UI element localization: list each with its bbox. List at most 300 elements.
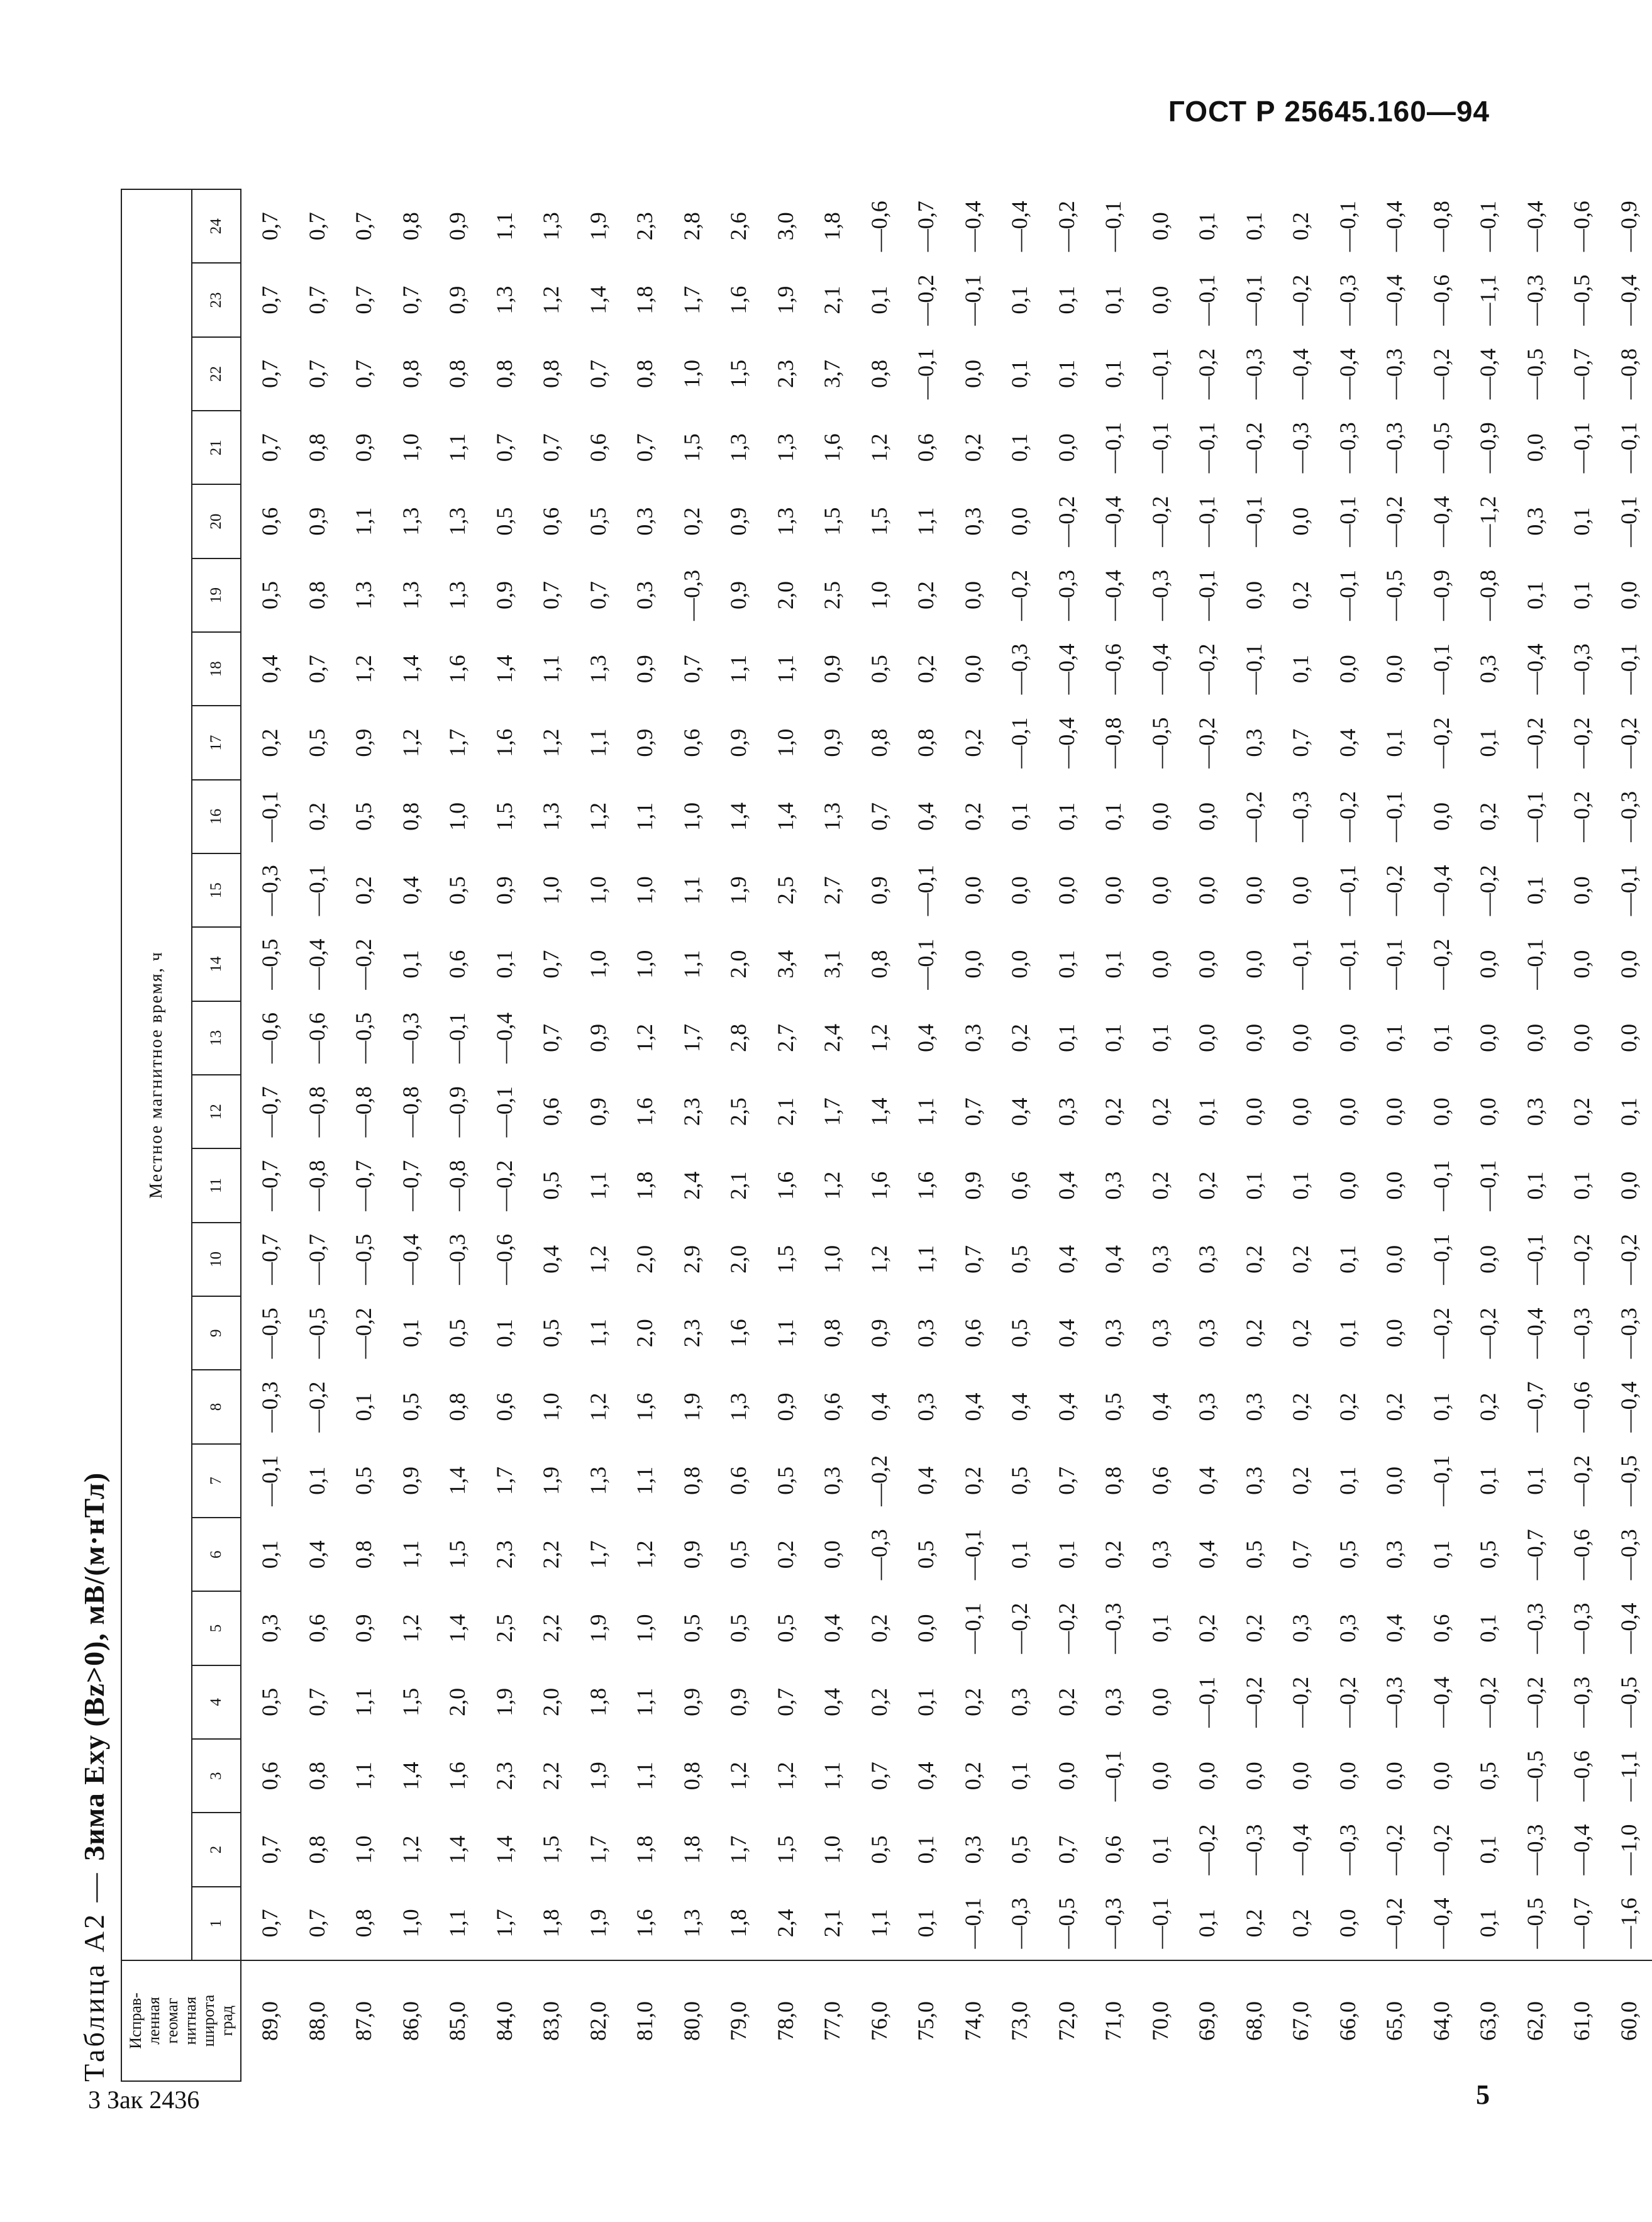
value-cell: 0,4 <box>1194 1466 1219 1495</box>
value-cell: —0,3 <box>1382 348 1407 399</box>
value-cell: 3,7 <box>819 359 845 388</box>
value-cell: 2,1 <box>819 286 845 314</box>
value-cell: 2,0 <box>726 1245 751 1274</box>
value-cell: 0,0 <box>1147 1687 1173 1716</box>
value-cell: —0,3 <box>1569 643 1594 695</box>
value-cell: 1,0 <box>397 433 423 462</box>
value-cell: 0,9 <box>726 1687 751 1716</box>
value-cell: —0,1 <box>1616 865 1641 916</box>
value-cell: —0,8 <box>351 1086 376 1138</box>
value-cell: —0,2 <box>1053 201 1079 252</box>
table-row <box>762 189 809 2081</box>
value-cell: —0,1 <box>1007 717 1032 769</box>
value-cell: —0,1 <box>1194 274 1219 326</box>
value-cell: 0,7 <box>304 1687 330 1716</box>
value-cell: 0,2 <box>1053 1687 1079 1716</box>
value-cell: 1,2 <box>397 1614 423 1643</box>
value-cell: 0,4 <box>913 1466 938 1495</box>
value-cell: 0,1 <box>1522 1171 1548 1200</box>
value-cell: 1,4 <box>585 286 611 314</box>
value-cell: 0,1 <box>1475 1909 1500 1938</box>
table-caption-label: Таблица А2 — <box>78 1861 110 2082</box>
value-cell: 0,0 <box>1241 1762 1267 1791</box>
value-cell: —0,1 <box>1194 422 1219 474</box>
value-cell: 1,1 <box>445 1909 470 1938</box>
value-cell: —0,3 <box>1053 569 1079 621</box>
value-cell: 1,3 <box>585 655 611 684</box>
value-cell: 0,0 <box>1334 1909 1360 1938</box>
corner-line: широта <box>199 1994 218 2047</box>
value-cell: —0,3 <box>1522 1824 1548 1875</box>
value-cell: 1,0 <box>819 1245 845 1274</box>
value-cell: 1,6 <box>632 1097 657 1126</box>
value-cell: —0,5 <box>304 1308 330 1359</box>
value-cell: 0,3 <box>1241 1466 1267 1495</box>
value-cell: —0,1 <box>960 1897 985 1949</box>
value-cell: —0,8 <box>445 1160 470 1211</box>
latitude-cell: 84,0 <box>481 1960 528 2081</box>
value-cell: 1,3 <box>726 433 751 462</box>
value-cell: —0,1 <box>1616 643 1641 695</box>
value-cell: 0,1 <box>1007 1762 1032 1791</box>
value-cell: 1,9 <box>585 1614 611 1643</box>
value-cell: 0,7 <box>960 1245 985 1274</box>
value-cell: 0,9 <box>679 1687 704 1716</box>
value-cell: 0,7 <box>257 1835 282 1864</box>
value-cell: —0,1 <box>1428 643 1454 695</box>
value-cell: 2,2 <box>538 1540 563 1569</box>
table-caption-title: Зима Exy (Bz>0), мВ/(м·нТл) <box>78 1472 110 1862</box>
value-cell: —0,8 <box>304 1086 330 1138</box>
value-cell: 0,4 <box>819 1687 845 1716</box>
value-cell: 0,3 <box>257 1614 282 1643</box>
value-cell: —0,9 <box>1475 422 1500 474</box>
table-row <box>481 189 528 2081</box>
value-cell: —0,4 <box>1522 643 1548 695</box>
value-cell: 0,0 <box>1241 876 1267 905</box>
latitude-cell: 76,0 <box>856 1960 903 2081</box>
value-cell: 0,1 <box>1053 802 1079 831</box>
value-cell: 1,2 <box>538 728 563 757</box>
value-cell: —0,4 <box>1616 1381 1641 1433</box>
table-row <box>715 189 762 2081</box>
value-cell: 0,8 <box>445 1392 470 1421</box>
value-cell: 0,9 <box>585 1097 611 1126</box>
value-cell: 0,9 <box>772 1392 798 1421</box>
value-cell: 1,8 <box>819 212 845 241</box>
value-cell: —0,2 <box>1428 1308 1454 1359</box>
value-cell: —0,3 <box>1616 791 1641 842</box>
value-cell: 0,0 <box>1334 1171 1360 1200</box>
value-cell: —0,4 <box>1428 865 1454 916</box>
value-cell: 1,3 <box>679 1909 704 1938</box>
value-cell: —0,6 <box>1569 1381 1594 1433</box>
hour-header-cell: 2 <box>192 1813 241 1886</box>
value-cell: 1,2 <box>866 433 892 462</box>
table-row <box>621 189 668 2081</box>
table-row <box>1231 189 1278 2081</box>
value-cell: 1,2 <box>726 1762 751 1791</box>
value-cell: —0,2 <box>866 1455 892 1506</box>
value-cell: 1,5 <box>679 433 704 462</box>
value-cell: 3,1 <box>819 950 845 979</box>
value-cell: —0,2 <box>1616 717 1641 769</box>
value-cell: 1,8 <box>679 1835 704 1864</box>
value-cell: —0,2 <box>913 274 938 326</box>
value-cell: 0,1 <box>491 1319 517 1348</box>
value-cell: 1,1 <box>585 1319 611 1348</box>
hour-header-cell: 19 <box>192 558 241 632</box>
value-cell: 0,9 <box>445 286 470 314</box>
value-cell: 0,4 <box>1053 1171 1079 1200</box>
value-cell: 0,2 <box>960 728 985 757</box>
hour-header-cell: 22 <box>192 337 241 411</box>
value-cell: —0,1 <box>257 1455 282 1506</box>
value-cell: 0,5 <box>913 1540 938 1569</box>
value-cell: 1,8 <box>726 1909 751 1938</box>
value-cell: 0,8 <box>679 1762 704 1791</box>
value-cell: 0,0 <box>1475 1245 1500 1274</box>
value-cell: 0,4 <box>257 655 282 684</box>
value-cell: 0,3 <box>960 507 985 536</box>
value-cell: 0,5 <box>1007 1319 1032 1348</box>
value-cell: 0,0 <box>1428 802 1454 831</box>
value-cell: —0,3 <box>1382 422 1407 474</box>
value-cell: 0,6 <box>960 1319 985 1348</box>
value-cell: 0,9 <box>351 433 376 462</box>
table-row <box>241 189 294 2081</box>
value-cell: 0,6 <box>257 1762 282 1791</box>
value-cell: —0,1 <box>1475 201 1500 252</box>
value-cell: 2,7 <box>819 876 845 905</box>
value-cell: 0,1 <box>1007 433 1032 462</box>
value-cell: 0,0 <box>1241 1023 1267 1052</box>
value-cell: 0,2 <box>866 1614 892 1643</box>
value-cell: 2,3 <box>679 1319 704 1348</box>
value-cell: 0,3 <box>1241 1392 1267 1421</box>
value-cell: 0,5 <box>726 1614 751 1643</box>
value-cell: 1,4 <box>445 1614 470 1643</box>
latitude-cell: 73,0 <box>996 1960 1043 2081</box>
value-cell: 1,5 <box>491 802 517 831</box>
value-cell: 0,0 <box>1053 876 1079 905</box>
value-cell: 1,6 <box>491 728 517 757</box>
value-cell: 0,1 <box>1569 1171 1594 1200</box>
value-cell: 2,3 <box>491 1762 517 1791</box>
value-cell: —0,1 <box>1100 201 1126 252</box>
value-cell: —0,1 <box>491 1086 517 1138</box>
value-cell: 2,9 <box>679 1245 704 1274</box>
value-cell: 1,8 <box>632 1171 657 1200</box>
value-cell: 0,3 <box>632 580 657 609</box>
value-cell: 1,0 <box>632 950 657 979</box>
value-cell: 0,4 <box>1053 1392 1079 1421</box>
value-cell: —0,7 <box>257 1233 282 1285</box>
value-cell: 0,7 <box>538 1023 563 1052</box>
value-cell: —0,5 <box>1569 274 1594 326</box>
value-cell: 1,2 <box>632 1540 657 1569</box>
value-cell: 0,4 <box>1007 1392 1032 1421</box>
value-cell: 1,2 <box>819 1171 845 1200</box>
value-cell: 1,4 <box>397 655 423 684</box>
value-cell: 0,6 <box>491 1392 517 1421</box>
value-cell: 0,0 <box>1053 1762 1079 1791</box>
value-cell: —0,4 <box>1100 569 1126 621</box>
value-cell: 0,6 <box>1428 1614 1454 1643</box>
value-cell: —1,6 <box>1616 1897 1641 1949</box>
value-cell: 2,8 <box>726 1023 751 1052</box>
corner-line: Исправ- <box>126 1992 145 2049</box>
value-cell: —0,6 <box>304 1012 330 1064</box>
value-cell: 0,0 <box>819 1540 845 1569</box>
value-cell: 0,5 <box>866 655 892 684</box>
value-cell: 0,5 <box>1007 1835 1032 1864</box>
value-cell: —0,1 <box>1334 938 1360 990</box>
value-cell: 0,1 <box>1428 1392 1454 1421</box>
value-cell: 1,1 <box>538 655 563 684</box>
value-cell: 0,5 <box>351 802 376 831</box>
value-cell: —0,6 <box>1569 201 1594 252</box>
table-row <box>1371 189 1418 2081</box>
value-cell: 2,4 <box>772 1909 798 1938</box>
value-cell: —0,4 <box>491 1012 517 1064</box>
value-cell: 0,6 <box>538 1097 563 1126</box>
value-cell: 1,2 <box>772 1762 798 1791</box>
value-cell: —0,1 <box>1569 422 1594 474</box>
value-cell: 1,9 <box>585 1909 611 1938</box>
value-cell: 0,2 <box>1147 1097 1173 1126</box>
hour-header-cell: 14 <box>192 927 241 1001</box>
value-cell: 0,7 <box>257 433 282 462</box>
value-cell: 1,0 <box>585 876 611 905</box>
value-cell: 1,9 <box>679 1392 704 1421</box>
value-cell: —0,2 <box>1288 274 1313 326</box>
value-cell: —0,3 <box>1616 1308 1641 1359</box>
value-cell: 1,8 <box>538 1909 563 1938</box>
value-cell: —0,5 <box>257 938 282 990</box>
value-cell: 2,0 <box>632 1319 657 1348</box>
value-cell: 0,0 <box>1334 655 1360 684</box>
value-cell: —0,4 <box>304 938 330 990</box>
value-cell: 0,7 <box>1288 728 1313 757</box>
value-cell: —0,8 <box>1475 569 1500 621</box>
value-cell: 0,0 <box>1147 876 1173 905</box>
corner-line: ленная <box>145 1997 163 2045</box>
value-cell: —0,4 <box>1334 348 1360 399</box>
value-cell: 0,3 <box>1053 1097 1079 1126</box>
value-cell: 1,0 <box>679 802 704 831</box>
value-cell: —0,1 <box>960 1603 985 1654</box>
value-cell: 0,3 <box>1522 507 1548 536</box>
value-cell: 0,8 <box>866 359 892 388</box>
value-cell: 0,0 <box>1382 1171 1407 1200</box>
value-cell: 0,1 <box>1053 1540 1079 1569</box>
value-cell: 0,2 <box>1334 1392 1360 1421</box>
value-cell: 0,1 <box>1007 286 1032 314</box>
value-cell: 0,4 <box>960 1392 985 1421</box>
value-cell: 0,5 <box>445 876 470 905</box>
hour-header-cell: 9 <box>192 1296 241 1370</box>
value-cell: 0,2 <box>1288 1245 1313 1274</box>
value-cell: 0,4 <box>866 1392 892 1421</box>
value-cell: —0,4 <box>1288 348 1313 399</box>
value-cell: 0,5 <box>772 1614 798 1643</box>
value-cell: 0,0 <box>1382 1762 1407 1791</box>
value-cell: —0,3 <box>1147 569 1173 621</box>
value-cell: 0,5 <box>397 1392 423 1421</box>
value-cell: 1,0 <box>866 580 892 609</box>
value-cell: 0,1 <box>1007 802 1032 831</box>
value-cell: 0,3 <box>960 1023 985 1052</box>
value-cell: 0,5 <box>1100 1392 1126 1421</box>
hour-header-cell: 7 <box>192 1444 241 1518</box>
hour-header-cell: 5 <box>192 1591 241 1665</box>
value-cell: —0,7 <box>1522 1381 1548 1433</box>
value-cell: —0,4 <box>1053 643 1079 695</box>
value-cell: —0,4 <box>1616 274 1641 326</box>
value-cell: 1,1 <box>679 950 704 979</box>
latitude-cell: 83,0 <box>528 1960 575 2081</box>
value-cell: 1,1 <box>679 876 704 905</box>
value-cell: —0,7 <box>1569 348 1594 399</box>
value-cell: —0,3 <box>1241 1824 1267 1875</box>
value-cell: 0,5 <box>538 1319 563 1348</box>
value-cell: 0,1 <box>491 950 517 979</box>
value-cell: 1,5 <box>772 1245 798 1274</box>
value-cell: —0,9 <box>1616 201 1641 252</box>
value-cell: —0,2 <box>1382 1824 1407 1875</box>
value-cell: 0,8 <box>397 359 423 388</box>
value-cell: 0,1 <box>397 1319 423 1348</box>
value-cell: —0,2 <box>1428 938 1454 990</box>
value-cell: —0,2 <box>1053 1603 1079 1654</box>
value-cell: 1,0 <box>772 728 798 757</box>
value-cell: 1,1 <box>491 212 517 241</box>
value-cell: 0,1 <box>1147 1614 1173 1643</box>
value-cell: 0,9 <box>397 1466 423 1495</box>
value-cell: 0,2 <box>913 580 938 609</box>
value-cell: 0,9 <box>351 728 376 757</box>
value-cell: —0,2 <box>351 938 376 990</box>
value-cell: 0,0 <box>1147 212 1173 241</box>
value-cell: 0,2 <box>1100 1097 1126 1126</box>
value-cell: —0,8 <box>1428 201 1454 252</box>
value-cell: 0,7 <box>538 433 563 462</box>
value-cell: 0,3 <box>1100 1171 1126 1200</box>
value-cell: 0,0 <box>1334 1762 1360 1791</box>
value-cell: 0,9 <box>445 212 470 241</box>
value-cell: —0,2 <box>1475 865 1500 916</box>
value-cell: 1,9 <box>491 1687 517 1716</box>
value-cell: 2,2 <box>538 1614 563 1643</box>
value-cell: 1,3 <box>445 507 470 536</box>
value-cell: 0,1 <box>1053 1023 1079 1052</box>
value-cell: —0,2 <box>1147 496 1173 547</box>
latitude-cell: 89,0 <box>241 1960 294 2081</box>
value-cell: 0,5 <box>679 1614 704 1643</box>
value-cell: —0,7 <box>351 1160 376 1211</box>
value-cell: 0,3 <box>913 1392 938 1421</box>
corner-line: нитная <box>181 1996 199 2045</box>
value-cell: 0,6 <box>538 507 563 536</box>
value-cell: —0,1 <box>1334 201 1360 252</box>
value-cell: 0,0 <box>1334 1097 1360 1126</box>
value-cell: 0,7 <box>866 802 892 831</box>
value-cell: 1,0 <box>397 1909 423 1938</box>
value-cell: 0,4 <box>1053 1245 1079 1274</box>
value-cell: 0,6 <box>913 433 938 462</box>
value-cell: 0,1 <box>913 1909 938 1938</box>
value-cell: 0,2 <box>772 1540 798 1569</box>
value-cell: 0,8 <box>445 359 470 388</box>
value-cell: —0,5 <box>351 1012 376 1064</box>
value-cell: —0,1 <box>1382 938 1407 990</box>
latitude-cell: 71,0 <box>1090 1960 1137 2081</box>
value-cell: 1,6 <box>772 1171 798 1200</box>
latitude-cell: 80,0 <box>668 1960 716 2081</box>
value-cell: 0,3 <box>1241 728 1267 757</box>
value-cell: 0,5 <box>585 507 611 536</box>
value-cell: 0,2 <box>1288 1466 1313 1495</box>
value-cell: —0,4 <box>1428 1676 1454 1728</box>
value-cell: 1,6 <box>866 1171 892 1200</box>
value-cell: 0,9 <box>679 1540 704 1569</box>
value-cell: —0,1 <box>1428 1233 1454 1285</box>
value-cell: 0,1 <box>913 1835 938 1864</box>
value-cell: —0,2 <box>1334 1676 1360 1728</box>
value-cell: 0,7 <box>257 1909 282 1938</box>
value-cell: 1,6 <box>819 433 845 462</box>
table-row <box>575 189 622 2081</box>
magnetic-time-header: Местное магнитное время, ч <box>121 189 192 1960</box>
value-cell: —0,3 <box>1288 422 1313 474</box>
value-cell: —0,5 <box>257 1308 282 1359</box>
value-cell: —0,1 <box>1100 1750 1126 1802</box>
value-cell: 1,3 <box>397 580 423 609</box>
value-cell: 1,7 <box>679 286 704 314</box>
value-cell: —0,2 <box>1428 717 1454 769</box>
data-table <box>121 189 1652 2082</box>
value-cell: 1,3 <box>538 212 563 241</box>
hour-header-cell: 16 <box>192 780 241 853</box>
value-cell: 0,1 <box>1334 1245 1360 1274</box>
table-row <box>340 189 387 2081</box>
table-row <box>528 189 575 2081</box>
value-cell: 0,1 <box>1288 1171 1313 1200</box>
hour-header-cell: 6 <box>192 1518 241 1591</box>
value-cell: —0,4 <box>1147 643 1173 695</box>
value-cell: 0,7 <box>304 212 330 241</box>
value-cell: 1,2 <box>632 1023 657 1052</box>
value-cell: 0,8 <box>397 802 423 831</box>
value-cell: 0,2 <box>1475 1392 1500 1421</box>
value-cell: —0,2 <box>491 1160 517 1211</box>
value-cell: 0,9 <box>726 728 751 757</box>
value-cell: 0,2 <box>1569 1097 1594 1126</box>
value-cell: 1,9 <box>772 286 798 314</box>
value-cell: —0,7 <box>913 201 938 252</box>
value-cell: —0,1 <box>960 274 985 326</box>
value-cell: 0,0 <box>1475 950 1500 979</box>
value-cell: —0,7 <box>257 1086 282 1138</box>
value-cell: 0,2 <box>679 507 704 536</box>
value-cell: 0,0 <box>1194 950 1219 979</box>
value-cell: 2,5 <box>726 1097 751 1126</box>
value-cell: 0,0 <box>1475 1023 1500 1052</box>
latitude-cell: 67,0 <box>1277 1960 1324 2081</box>
value-cell: 1,1 <box>632 802 657 831</box>
latitude-cell: 63,0 <box>1465 1960 1512 2081</box>
